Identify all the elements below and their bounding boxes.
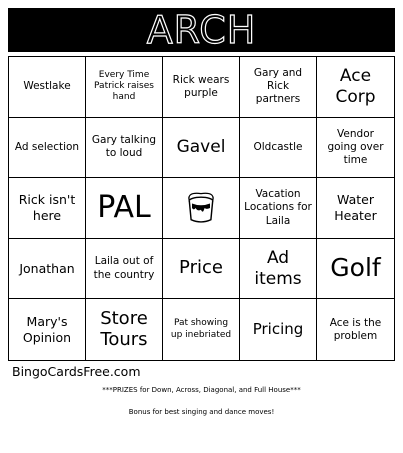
- bingo-cell[interactable]: Rick isn't here: [9, 178, 86, 239]
- free-space-cell[interactable]: [163, 178, 240, 239]
- bingo-cell[interactable]: Vacation Locations for Laila: [240, 178, 317, 239]
- card-title: ARCH: [146, 8, 257, 52]
- bingo-cell[interactable]: Ace Corp: [317, 57, 394, 118]
- paint-bucket-icon: [183, 190, 219, 226]
- bingo-cell[interactable]: Ace is the problem: [329, 316, 382, 342]
- bingo-cell[interactable]: PAL: [86, 178, 163, 239]
- bingo-cell[interactable]: Mary's Opinion: [9, 299, 86, 360]
- bingo-cell[interactable]: Gary talking to loud: [86, 118, 163, 179]
- bingo-cell[interactable]: Gavel: [163, 118, 240, 179]
- bingo-cell[interactable]: Pat showing up inebriated: [163, 299, 240, 360]
- bingo-cell[interactable]: Vendor going over time: [317, 118, 394, 179]
- bingo-cell[interactable]: Westlake: [9, 57, 86, 118]
- bonus-note: Bonus for best singing and dance moves!: [128, 408, 275, 416]
- bingo-cell[interactable]: Rick wears purple: [163, 57, 240, 118]
- bingo-cell[interactable]: Price: [163, 239, 240, 300]
- bingo-cell[interactable]: Ad selection: [9, 118, 86, 179]
- bingo-cell[interactable]: Water Heater: [317, 178, 394, 239]
- site-name: BingoCardsFree.com: [12, 364, 141, 379]
- bingo-cell[interactable]: Gary and Rick partners: [240, 57, 317, 118]
- bingo-cell[interactable]: Golf: [317, 239, 394, 300]
- prizes-note: ***PRIZES for Down, Across, Diagonal, and Full House***: [102, 386, 301, 394]
- bingo-cell[interactable]: Store Tours: [86, 299, 163, 360]
- bingo-cell[interactable]: Oldcastle: [240, 118, 317, 179]
- bingo-cell[interactable]: Ad items: [240, 239, 317, 300]
- bingo-grid: [8, 56, 395, 361]
- bingo-cell[interactable]: Pricing: [240, 299, 317, 360]
- bingo-cell[interactable]: Every Time Patrick raises hand: [86, 57, 163, 118]
- bingo-cell[interactable]: Jonathan: [9, 239, 86, 300]
- bingo-cell[interactable]: Laila out of the country: [86, 239, 163, 300]
- title-bar: [8, 8, 395, 52]
